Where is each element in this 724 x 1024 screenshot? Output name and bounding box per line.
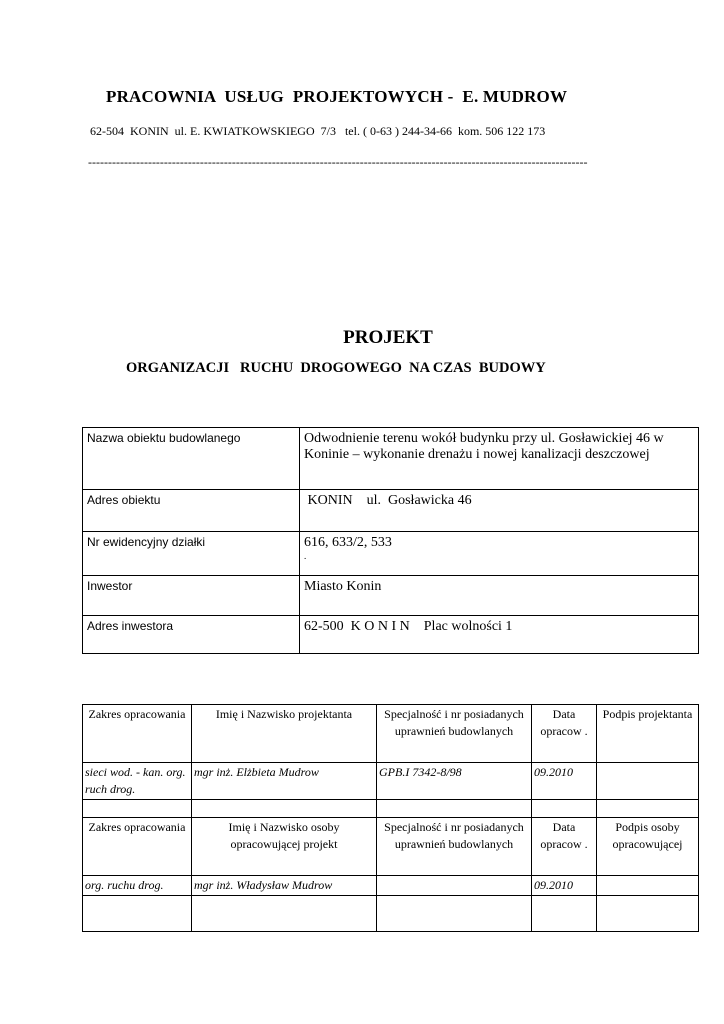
header-cell-date: Data opracow .	[532, 705, 597, 763]
info-row-parcel-number	[83, 532, 699, 576]
preparers-header-row	[83, 818, 699, 876]
info-row-investor-address	[83, 616, 699, 654]
header-cell-date: Data opracow .	[532, 818, 597, 876]
preparers-empty-row	[83, 896, 699, 932]
cell-date: 09.2010	[532, 763, 597, 800]
authors-table	[82, 704, 699, 932]
preparers-data-row	[83, 876, 699, 896]
cell-scope: org. ruchu drog.	[83, 876, 192, 896]
header-cell-license: Specjalność i nr posiadanych uprawnień budowlanych	[377, 818, 532, 876]
header-divider: -----------------------------------------------------------------------------------------------------------------------------	[88, 155, 588, 169]
info-value: 62-500 K O N I N Plac wolności 1	[300, 616, 699, 654]
header-cell-signature: Podpis osoby opracowującej	[597, 818, 699, 876]
project-info-table	[82, 427, 699, 654]
authors-empty-row	[83, 800, 699, 818]
info-value: Miasto Konin	[300, 576, 699, 616]
authors-header-row	[83, 705, 699, 763]
info-row-object-address	[83, 490, 699, 532]
header-cell-scope: Zakres opracowania	[83, 705, 192, 763]
info-value: Odwodnienie terenu wokół budynku przy ul. Gosławickiej 46 w Koninie – wykonanie drenażu i nowej kanalizacji deszczowej	[300, 428, 699, 490]
info-label: Inwestor	[83, 576, 300, 616]
header-cell-scope: Zakres opracowania	[83, 818, 192, 876]
company-name: PRACOWNIA USŁUG PROJEKTOWYCH - E. MUDROW	[106, 87, 568, 106]
company-address: 62-504 KONIN ul. E. KWIATKOWSKIEGO 7/3 tel. ( 0-63 ) 244-34-66 kom. 506 122 173	[90, 124, 546, 138]
info-label: Adres inwestora	[83, 616, 300, 654]
info-value-cell	[300, 532, 699, 576]
info-value: 616, 633/2, 533	[304, 535, 392, 550]
cell-date: 09.2010	[532, 876, 597, 896]
header-cell-name: Imię i Nazwisko osoby opracowującej projekt	[192, 818, 377, 876]
info-row-investor	[83, 576, 699, 616]
info-label: Nazwa obiektu budowlanego	[83, 428, 300, 490]
cell-name: mgr inż. Władysław Mudrow	[192, 876, 377, 896]
cell-signature	[597, 876, 699, 896]
cell-license: GPB.I 7342-8/98	[377, 763, 532, 800]
document-title: PROJEKT	[343, 327, 433, 348]
cell-signature	[597, 763, 699, 800]
header-cell-signature: Podpis projektanta	[597, 705, 699, 763]
info-row-object-name	[83, 428, 699, 490]
cell-license	[377, 876, 532, 896]
info-label: Adres obiektu	[83, 490, 300, 532]
header-cell-name: Imię i Nazwisko projektanta	[192, 705, 377, 763]
cell-scope: sieci wod. - kan. org. ruch drog.	[83, 763, 192, 800]
info-note: .	[304, 551, 307, 561]
info-label: Nr ewidencyjny działki	[83, 532, 300, 576]
document-subtitle: ORGANIZACJI RUCHU DROGOWEGO NA CZAS BUDOWY	[126, 360, 546, 376]
info-value: KONIN ul. Gosławicka 46	[300, 490, 699, 532]
header-cell-license: Specjalność i nr posiadanych uprawnień budowlanych	[377, 705, 532, 763]
cell-name: mgr inż. Elżbieta Mudrow	[192, 763, 377, 800]
authors-data-row	[83, 763, 699, 800]
